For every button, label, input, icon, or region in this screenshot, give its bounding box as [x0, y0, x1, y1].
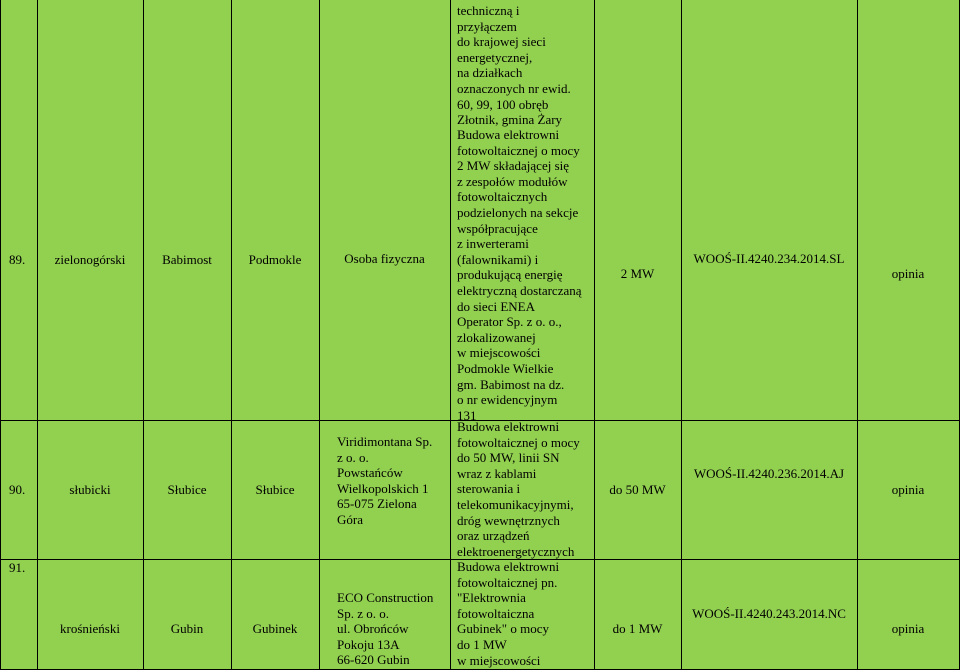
grid-line: [594, 0, 595, 670]
grid-line: [319, 0, 320, 670]
row-90-lp: 90.: [9, 482, 26, 497]
opis-continuation: techniczną i przyłączem do krajowej sieci energetycznej, na działkach oznaczonych nr ewid. 60, 99, 100 obręb Złotnik, gmina Żary: [457, 3, 571, 128]
row-91-wnioskodawca: ECO Construction Sp. z o. o. ul. Obrońców Pokoju 13A 66-620 Gubin: [337, 590, 434, 668]
grid-line: [143, 0, 144, 670]
row-91-moc: do 1 MW: [612, 621, 663, 636]
grid-line: [37, 0, 38, 670]
row-89-znak: WOOŚ-II.4240.234.2014.SL: [693, 251, 845, 266]
row-90-powiat: słubicki: [69, 482, 111, 497]
row-91-miejscowosc: Gubinek: [252, 621, 298, 636]
row-90-miejscowosc: Słubice: [255, 482, 295, 497]
grid-line: [231, 0, 232, 670]
row-90-wnioskodawca: Viridimontana Sp. z o. o. Powstańców Wielkopolskich 1 65-075 Zielona Góra: [337, 434, 433, 527]
grid-line: [450, 0, 451, 670]
row-91-lp: 91.: [9, 560, 26, 575]
row-89-opis: Budowa elektrowni fotowoltaicznej o mocy 2 MW składającej się z zespołów modułów fotowoltaicznych podzielonych na sekcje współpracujące z inwerterami (falownikami) i produkującą energię elektryczną dostarczaną do sieci ENEA Operator Sp. z o. o., zlokalizowanej w miejscowości Podmokle Wielkie gm. Babimost na dz. o nr ewidencyjnym 131: [457, 127, 582, 423]
row-90-rodzaj: opinia: [891, 482, 925, 497]
row-91-powiat: krośnieński: [60, 621, 120, 636]
grid-line: [0, 0, 1, 670]
row-90-opis: Budowa elektrowni fotowoltaicznej o mocy do 50 MW, linii SN wraz z kablami sterowania i telekomunikacyjnymi, dróg wewnętrznych oraz urządzeń elektroenergetycznych: [457, 419, 580, 559]
row-89-miejscowosc: Podmokle: [248, 252, 302, 267]
grid-line: [857, 0, 858, 670]
row-91-opis: Budowa elektrowni fotowoltaicznej pn. "Elektrownia fotowoltaiczna Gubinek" o mocy do 1 MW w miejscowości: [457, 559, 560, 668]
row-91-gmina: Gubin: [170, 621, 204, 636]
row-89-gmina: Babimost: [162, 252, 212, 267]
row-90-gmina: Słubice: [167, 482, 207, 497]
row-89-wnioskodawca: Osoba fizyczna: [344, 251, 425, 266]
row-89-powiat: zielonogórski: [54, 252, 126, 267]
row-89-rodzaj: opinia: [891, 266, 925, 281]
row-90-znak: WOOŚ-II.4240.236.2014.AJ: [693, 466, 845, 481]
grid-line: [681, 0, 682, 670]
row-90-moc: do 50 MW: [609, 482, 666, 497]
row-89-lp: 89.: [9, 252, 26, 267]
row-89-moc: 2 MW: [620, 266, 655, 281]
row-91-znak: WOOŚ-II.4240.243.2014.NC: [692, 606, 846, 621]
row-91-rodzaj: opinia: [891, 621, 925, 636]
